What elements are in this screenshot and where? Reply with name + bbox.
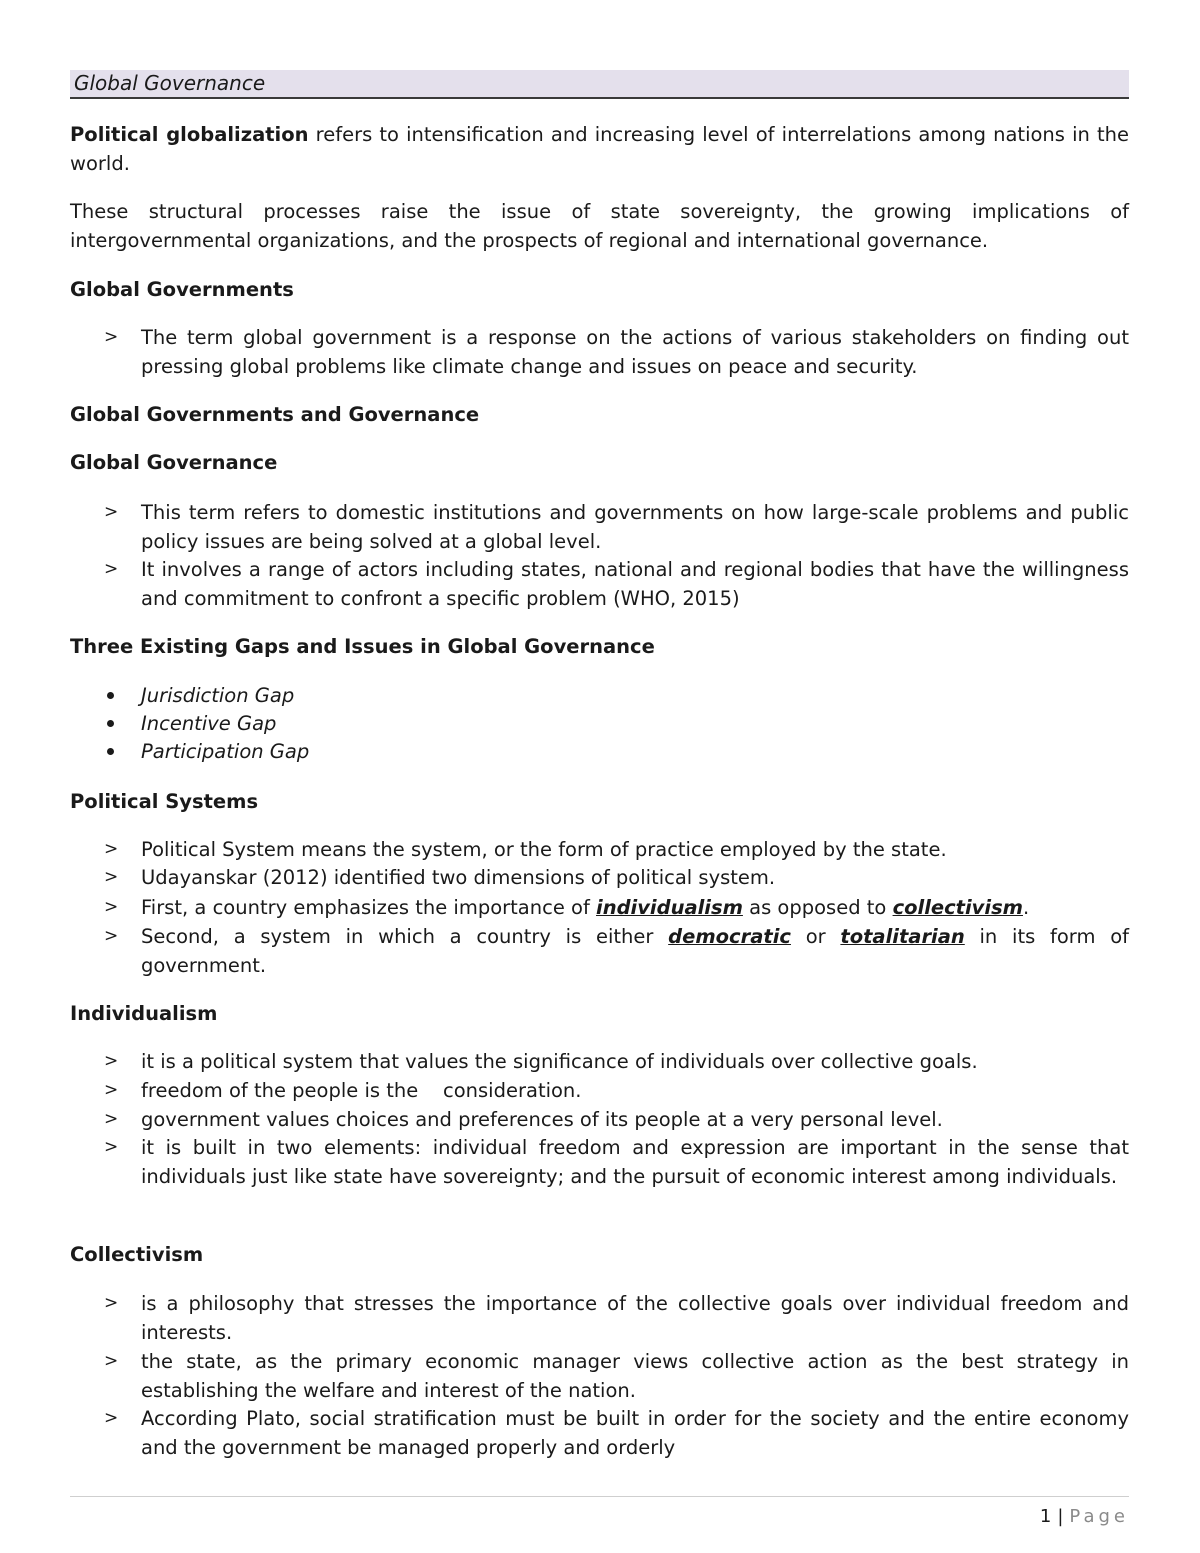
arrow-bullet-icon: > (104, 1051, 119, 1071)
heading-gaps: Three Existing Gaps and Issues in Global Governance (70, 635, 655, 658)
intro-paragraph (70, 120, 1129, 178)
page-number: 1 (1039, 1506, 1052, 1527)
page-title: Global Governance (74, 71, 266, 95)
bullet-dot-icon (107, 720, 114, 727)
term-individualism: individualism (596, 896, 743, 919)
gap-item: Incentive Gap (141, 712, 277, 735)
intro-rest: refers to intensification and increasing level of interrelations among nations in the world. (70, 123, 1129, 175)
intro-second-paragraph: These structural processes raise the issue of state sovereignty, the growing implications of intergovernmental organizations, and the prospects of regional and international governance. (70, 200, 1129, 252)
term-democratic: democratic (668, 925, 791, 948)
item-text: First, a country emphasizes the importance of (141, 896, 597, 919)
item-text: as opposed to (742, 896, 893, 919)
item-text: or (790, 925, 841, 948)
title-banner (70, 70, 1129, 99)
item-text: in its form of government. (141, 925, 1129, 977)
arrow-bullet-icon: > (104, 867, 119, 887)
heading-political-systems: Political Systems (70, 790, 259, 813)
arrow-bullet-icon: > (104, 327, 119, 347)
list-item: This term refers to domestic institutions and governments on how large-scale problems and public policy issues are being solved at a global level. (141, 501, 1129, 553)
arrow-bullet-icon: > (104, 839, 119, 859)
arrow-bullet-icon: > (104, 1351, 119, 1371)
list-item: Udayanskar (2012) identified two dimensions of political system. (141, 866, 776, 889)
footer-divider (70, 1496, 1129, 1497)
gap-item: Participation Gap (141, 740, 310, 763)
term-collectivism: collectivism (892, 896, 1023, 919)
page-label: Page (1069, 1506, 1129, 1527)
list-item: The term global government is a response on the actions of various stakeholders on finding out pressing global problems like climate change and issues on peace and security. (141, 326, 1129, 378)
footer-separator: | (1057, 1506, 1064, 1527)
list-item (141, 893, 1129, 922)
arrow-bullet-icon: > (104, 1293, 119, 1313)
item-text: . (1023, 896, 1030, 919)
arrow-bullet-icon: > (104, 559, 119, 579)
heading-global-governance: Global Governance (70, 451, 278, 474)
heading-individualism: Individualism (70, 1002, 218, 1025)
list-item (141, 922, 1129, 980)
bullet-dot-icon (107, 692, 114, 699)
arrow-bullet-icon: > (104, 502, 119, 522)
arrow-bullet-icon: > (104, 1080, 119, 1100)
intro-bold-term: Political globalization (70, 123, 309, 146)
page-footer (1040, 1504, 1129, 1530)
list-item: freedom of the people is the consideration. (141, 1079, 582, 1102)
list-item: it is built in two elements: individual freedom and expression are important in the sense that individuals just like state have sovereignty; and the pursuit of economic interest among individuals. (141, 1136, 1129, 1188)
item-text: Second, a system in which a country is either (141, 925, 669, 948)
list-item: is a philosophy that stresses the importance of the collective goals over individual freedom and interests. (141, 1292, 1129, 1344)
list-item: it is a political system that values the significance of individuals over collective goals. (141, 1050, 978, 1073)
heading-collectivism: Collectivism (70, 1243, 204, 1266)
arrow-bullet-icon: > (104, 897, 119, 917)
arrow-bullet-icon: > (104, 926, 119, 946)
list-item: According Plato, social stratification must be built in order for the society and the entire economy and the government be managed properly and orderly (141, 1407, 1129, 1459)
heading-global-governments: Global Governments (70, 278, 294, 301)
arrow-bullet-icon: > (104, 1109, 119, 1129)
gap-item: Jurisdiction Gap (141, 684, 295, 707)
heading-gov-and-governance: Global Governments and Governance (70, 403, 480, 426)
bullet-dot-icon (107, 748, 114, 755)
list-item: the state, as the primary economic manager views collective action as the best strategy in establishing the welfare and interest of the nation. (141, 1350, 1129, 1402)
list-item: It involves a range of actors including states, national and regional bodies that have the willingness and commitment to confront a specific problem (WHO, 2015) (141, 558, 1129, 610)
list-item: Political System means the system, or the form of practice employed by the state. (141, 838, 947, 861)
list-item: government values choices and preferences of its people at a very personal level. (141, 1108, 943, 1131)
arrow-bullet-icon: > (104, 1408, 119, 1428)
arrow-bullet-icon: > (104, 1137, 119, 1157)
term-totalitarian: totalitarian (840, 925, 965, 948)
